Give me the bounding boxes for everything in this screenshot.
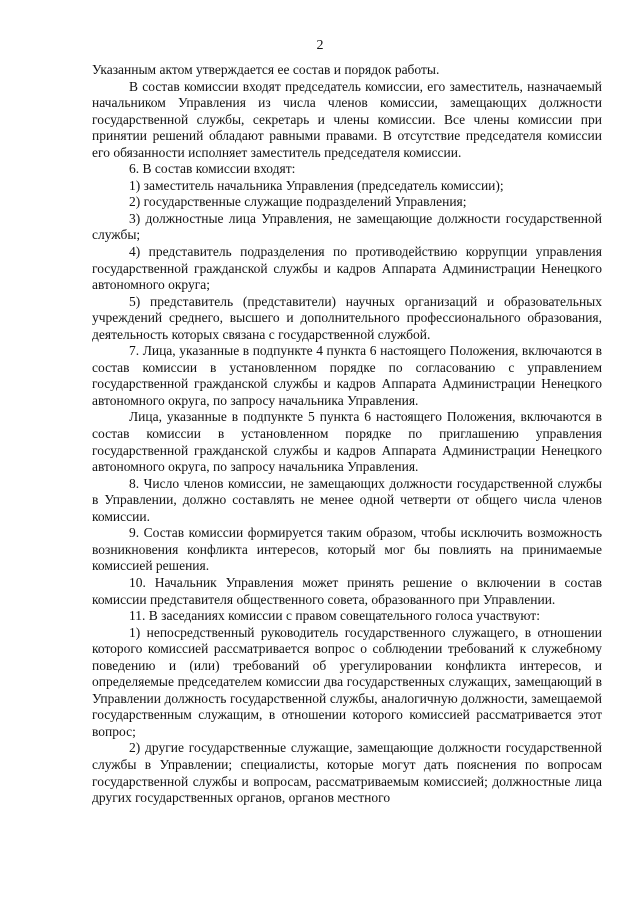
paragraph-11: 8. Число членов комиссии, не замещающих должности государственной службы в Управлении, должно составлять не менее одной четверти от общего числа членов комиссии. xyxy=(92,475,602,524)
paragraph-1: Указанным актом утверждается ее состав и порядок работы. xyxy=(92,62,440,77)
paragraph-14: 11. В заседаниях комиссии с правом совещательного голоса участвуют: xyxy=(129,608,540,624)
paragraph-10: Лица, указанные в подпункте 5 пункта 6 настоящего Положения, включаются в состав комиссии в установленном порядке по приглашению управления государственной гражданской службы и кадров Аппарата Администрации Ненецкого автономного округа, по запросу начальника Управления. xyxy=(92,409,602,475)
paragraph-9: 7. Лица, указанные в подпункте 4 пункта 6 настоящего Положения, включаются в состав комиссии в установленном порядке по согласованию с управлением государственной гражданской службы и кадров Аппарата Администрации Ненецкого автономного округа, по запросу начальника Управления. xyxy=(92,343,602,408)
paragraph-2: В состав комиссии входят председатель комиссии, его заместитель, назначаемый начальником Управления из числа членов комиссии, замещающих должности государственной службы, секретарь и члены комиссии. Все члены комиссии при принятии решений обладают равными правами. В отсутствие председателя комиссии его обязанности исполняет заместитель председателя комиссии. xyxy=(92,78,602,160)
paragraph-4: 1) заместитель начальника Управления (председатель комиссии); xyxy=(129,177,504,193)
paragraph-12: 9. Состав комиссии формируется таким образом, чтобы исключить возможность возникновения конфликта интересов, который мог бы повлиять на принимаемые комиссией решения. xyxy=(92,525,602,574)
page-number: 2 xyxy=(316,38,324,53)
document-body xyxy=(92,62,602,807)
paragraph-7: 4) представитель подразделения по противодействию коррупции управления государственной гражданской службы и кадров Аппарата Администрации Ненецкого автономного округа; xyxy=(92,244,602,293)
paragraph-8: 5) представитель (представители) научных организаций и образовательных учреждений среднего, высшего и дополнительного профессионального образования, деятельность которых связана с государственной службой. xyxy=(92,293,602,342)
paragraph-3: 6. В состав комиссии входят: xyxy=(129,161,296,177)
paragraph-5: 2) государственные служащие подразделений Управления; xyxy=(129,194,467,210)
paragraph-13: 10. Начальник Управления может принять решение о включении в состав комиссии представителя общественного совета, образованного при Управлении. xyxy=(92,574,602,607)
paragraph-6: 3) должностные лица Управления, не замещающие должности государственной службы; xyxy=(92,210,602,243)
paragraph-15: 1) непосредственный руководитель государственного служащего, в отношении которого комиссией рассматривается вопрос о соблюдении требований к служебному поведению и (или) требований об урегулировании конфликта интересов, и определяемые председателем комиссии два государственных служащих, замещающий в Управлении должность государственной службы, аналогичную должности, замещаемой государственным служащим, в отношении которого комиссией рассматривается этот вопрос; xyxy=(92,624,602,739)
paragraph-16: 2) другие государственные служащие, замещающие должности государственной службы в Управлении; специалисты, которые могут дать пояснения по вопросам государственной службы и вопросам, рассматриваемым комиссией; должностные лица других государственных органов, органов местного xyxy=(92,740,602,806)
